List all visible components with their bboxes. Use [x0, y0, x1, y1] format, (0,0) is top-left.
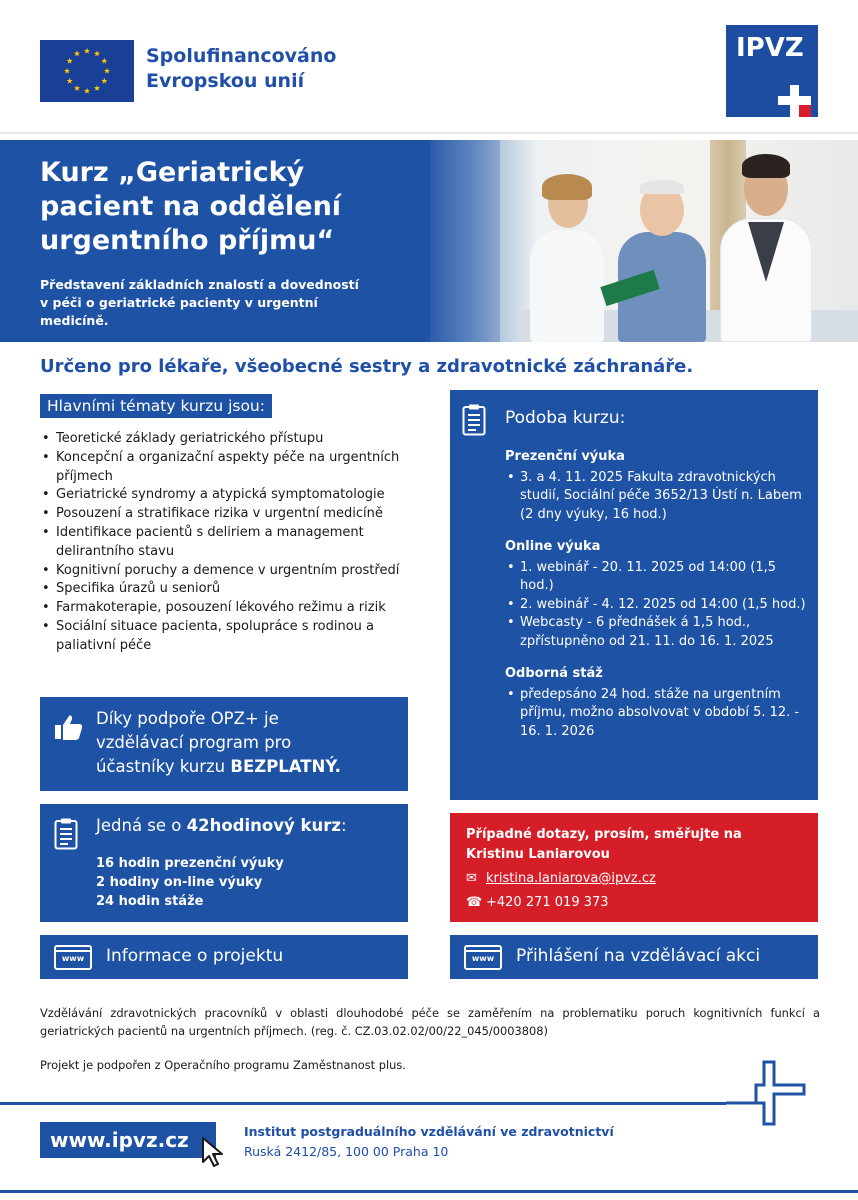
photo-curtain-left: [430, 140, 500, 342]
topic-item: • Geriatrické syndromy a atypická symptomatologie: [40, 486, 430, 505]
opz-line-1: Díky podpoře OPZ+ je: [96, 709, 279, 728]
document-list-icon: [462, 404, 486, 436]
web-browser-icon: www: [464, 945, 502, 970]
header-divider: [0, 132, 858, 134]
eu-star-icon: [67, 58, 73, 64]
topic-item: • Specifika úrazů u seniorů: [40, 580, 430, 599]
eu-star-icon: [64, 68, 70, 74]
course-subtitle-line-2: v péči o geriatrické pacienty v urgentní: [40, 295, 318, 310]
contact-phone-row: [466, 895, 609, 910]
eu-star-icon: [101, 78, 107, 84]
online-item: • Webcasty - 6 přednášek á 1,5 hod., zpřístupněno od 21. 11. do 16. 1. 2025: [505, 614, 810, 651]
hero-photo-doctors-with-patient: [430, 140, 858, 342]
online-list: [505, 559, 810, 652]
course-title-line-1: Kurz „Geriatrický: [40, 157, 305, 188]
envelope-icon: ✉: [466, 871, 477, 886]
web-browser-icon: www: [54, 945, 92, 970]
photo-female-doctor: [530, 230, 604, 342]
hours-line: 16 hodin prezenční výuky: [96, 856, 284, 871]
contact-email-row: [466, 871, 656, 886]
ipvz-logo: [726, 25, 818, 117]
institute-address: Ruská 2412/85, 100 00 Praha 10: [244, 1144, 449, 1159]
topics-list: [40, 430, 430, 656]
photo-elderly-patient-hair: [640, 180, 684, 194]
course-subtitle-line-1: Představení základních znalostí a dovedností: [40, 277, 359, 292]
online-item: • 1. webinář - 20. 11. 2025 od 14:00 (1,5 hod.): [505, 559, 810, 596]
eu-flag-logo: [40, 40, 134, 102]
format-content: [505, 448, 810, 755]
contact-question: Případné dotazy, prosím, směřujte na Kristinu Laniarovou: [466, 827, 742, 862]
topic-item: • Identifikace pacientů s deliriem a management delirantního stavu: [40, 524, 430, 562]
eu-star-icon: [67, 78, 73, 84]
project-info-button[interactable]: [40, 935, 408, 979]
logo-cross-vertical: [790, 85, 799, 117]
eu-star-icon: [94, 50, 100, 56]
photo-male-doctor-hair: [742, 154, 790, 178]
website-link[interactable]: www.ipvz.cz: [40, 1122, 216, 1158]
eu-cofinanced-text: [146, 44, 336, 94]
project-description: Vzdělávání zdravotnických pracovníků v oblasti dlouhodobé péče se zaměřením na problematiku poruch kognitivních funkcí a geriatrických pacientů na urgentních příjmech. (reg. č. CZ.03.02.02/00/22_045/0003808): [40, 1006, 820, 1038]
document-list-icon: [54, 818, 78, 850]
internship-section: [505, 665, 810, 741]
hours-total: 42hodinový kurz: [186, 816, 341, 835]
hours-line: 2 hodiny on-line výuky: [96, 875, 263, 890]
opz-free-label: BEZPLATNÝ.: [230, 757, 341, 776]
ipvz-logo-text: IPVZ: [736, 33, 804, 63]
online-heading: Online výuka: [505, 539, 601, 554]
presence-item: • 3. a 4. 11. 2025 Fakulta zdravotnických studií, Sociální péče 3652/13 Ústí n. Labem (2 dny výuky, 16 hod.): [505, 469, 810, 525]
hours-title: [96, 816, 347, 835]
course-title: [40, 156, 370, 258]
course-format-box: [450, 390, 818, 800]
hours-line: 24 hodin stáže: [96, 894, 204, 909]
opz-free-course-box: [40, 697, 408, 791]
contact-phone[interactable]: +420 271 019 373: [486, 895, 609, 910]
contact-email-link[interactable]: kristina.laniarova@ipvz.cz: [486, 871, 656, 886]
eu-star-icon: [84, 88, 90, 94]
opz-text: [96, 707, 396, 779]
format-title: Podoba kurzu:: [505, 408, 626, 428]
mouse-cursor-icon: [200, 1136, 226, 1168]
program-support-note: Projekt je podpořen z Operačního programu Zaměstnanost plus.: [40, 1058, 406, 1072]
opz-line-2: vzdělávací program pro: [96, 733, 292, 752]
photo-female-doctor-hair: [542, 174, 592, 200]
target-audience: Určeno pro lékaře, všeobecné sestry a zdravotnické záchranáře.: [40, 356, 694, 377]
online-item: • 2. webinář - 4. 12. 2025 od 14:00 (1,5 hod.): [505, 596, 810, 615]
internship-list: [505, 686, 810, 742]
footer-blue-line: [0, 1102, 726, 1105]
internship-item: • předepsáno 24 hod. stáže na urgentním příjmu, možno absolvovat v období 5. 12. - 16. 1. 2026: [505, 686, 810, 742]
internship-heading: Odborná stáž: [505, 666, 603, 681]
topic-item: • Sociální situace pacienta, spolupráce s rodinou a paliativní péče: [40, 618, 430, 656]
course-title-line-3: urgentního příjmu“: [40, 225, 335, 256]
eu-line-1: Spolufinancováno: [146, 45, 337, 67]
course-subtitle-line-3: medicíně.: [40, 313, 109, 328]
eu-star-icon: [104, 68, 110, 74]
eu-star-icon: [101, 58, 107, 64]
institute-name: Institut postgraduálního vzdělávání ve zdravotnictví: [244, 1124, 614, 1139]
hours-title-pre: Jedná se o: [96, 816, 187, 835]
course-title-line-2: pacient na oddělení: [40, 191, 342, 222]
contact-box: [450, 813, 818, 922]
cross-outline-icon: [726, 1058, 806, 1128]
course-hours-box: [40, 804, 408, 922]
eu-star-icon: [84, 48, 90, 54]
eu-line-2: Evropskou unií: [146, 70, 305, 92]
telephone-icon: ☎: [466, 895, 483, 910]
topic-item: • Kognitivní poruchy a demence v urgentním prostředí: [40, 562, 430, 581]
bottom-blue-line: [0, 1190, 858, 1193]
event-registration-button[interactable]: [450, 935, 818, 979]
eu-star-icon: [94, 85, 100, 91]
event-registration-label: Přihlášení na vzdělávací akci: [516, 946, 761, 966]
eu-star-icon: [74, 85, 80, 91]
hours-title-post: :: [340, 816, 347, 835]
topic-item: • Posouzení a stratifikace rizika v urgentní medicíně: [40, 505, 430, 524]
presence-heading: Prezenční výuka: [505, 449, 625, 464]
topic-item: • Teoretické základy geriatrického přístupu: [40, 430, 430, 449]
course-subtitle: [40, 276, 400, 330]
presence-section: [505, 448, 810, 524]
online-section: [505, 538, 810, 651]
thumbs-up-icon: [54, 713, 84, 741]
opz-line-3: [96, 755, 396, 779]
institute-info: [244, 1122, 614, 1162]
topic-item: • Farmakoterapie, posouzení lékového režimu a rizik: [40, 599, 430, 618]
topics-heading: Hlavními tématy kurzu jsou:: [40, 394, 272, 418]
hours-breakdown: [96, 854, 284, 911]
project-info-label: Informace o projektu: [106, 946, 284, 966]
topic-item: • Koncepční a organizační aspekty péče na urgentních příjmech: [40, 449, 430, 487]
logo-red-square: [799, 105, 811, 117]
opz-line-3-text: účastníky kurzu: [96, 757, 231, 776]
presence-list: [505, 469, 810, 525]
eu-star-icon: [74, 50, 80, 56]
